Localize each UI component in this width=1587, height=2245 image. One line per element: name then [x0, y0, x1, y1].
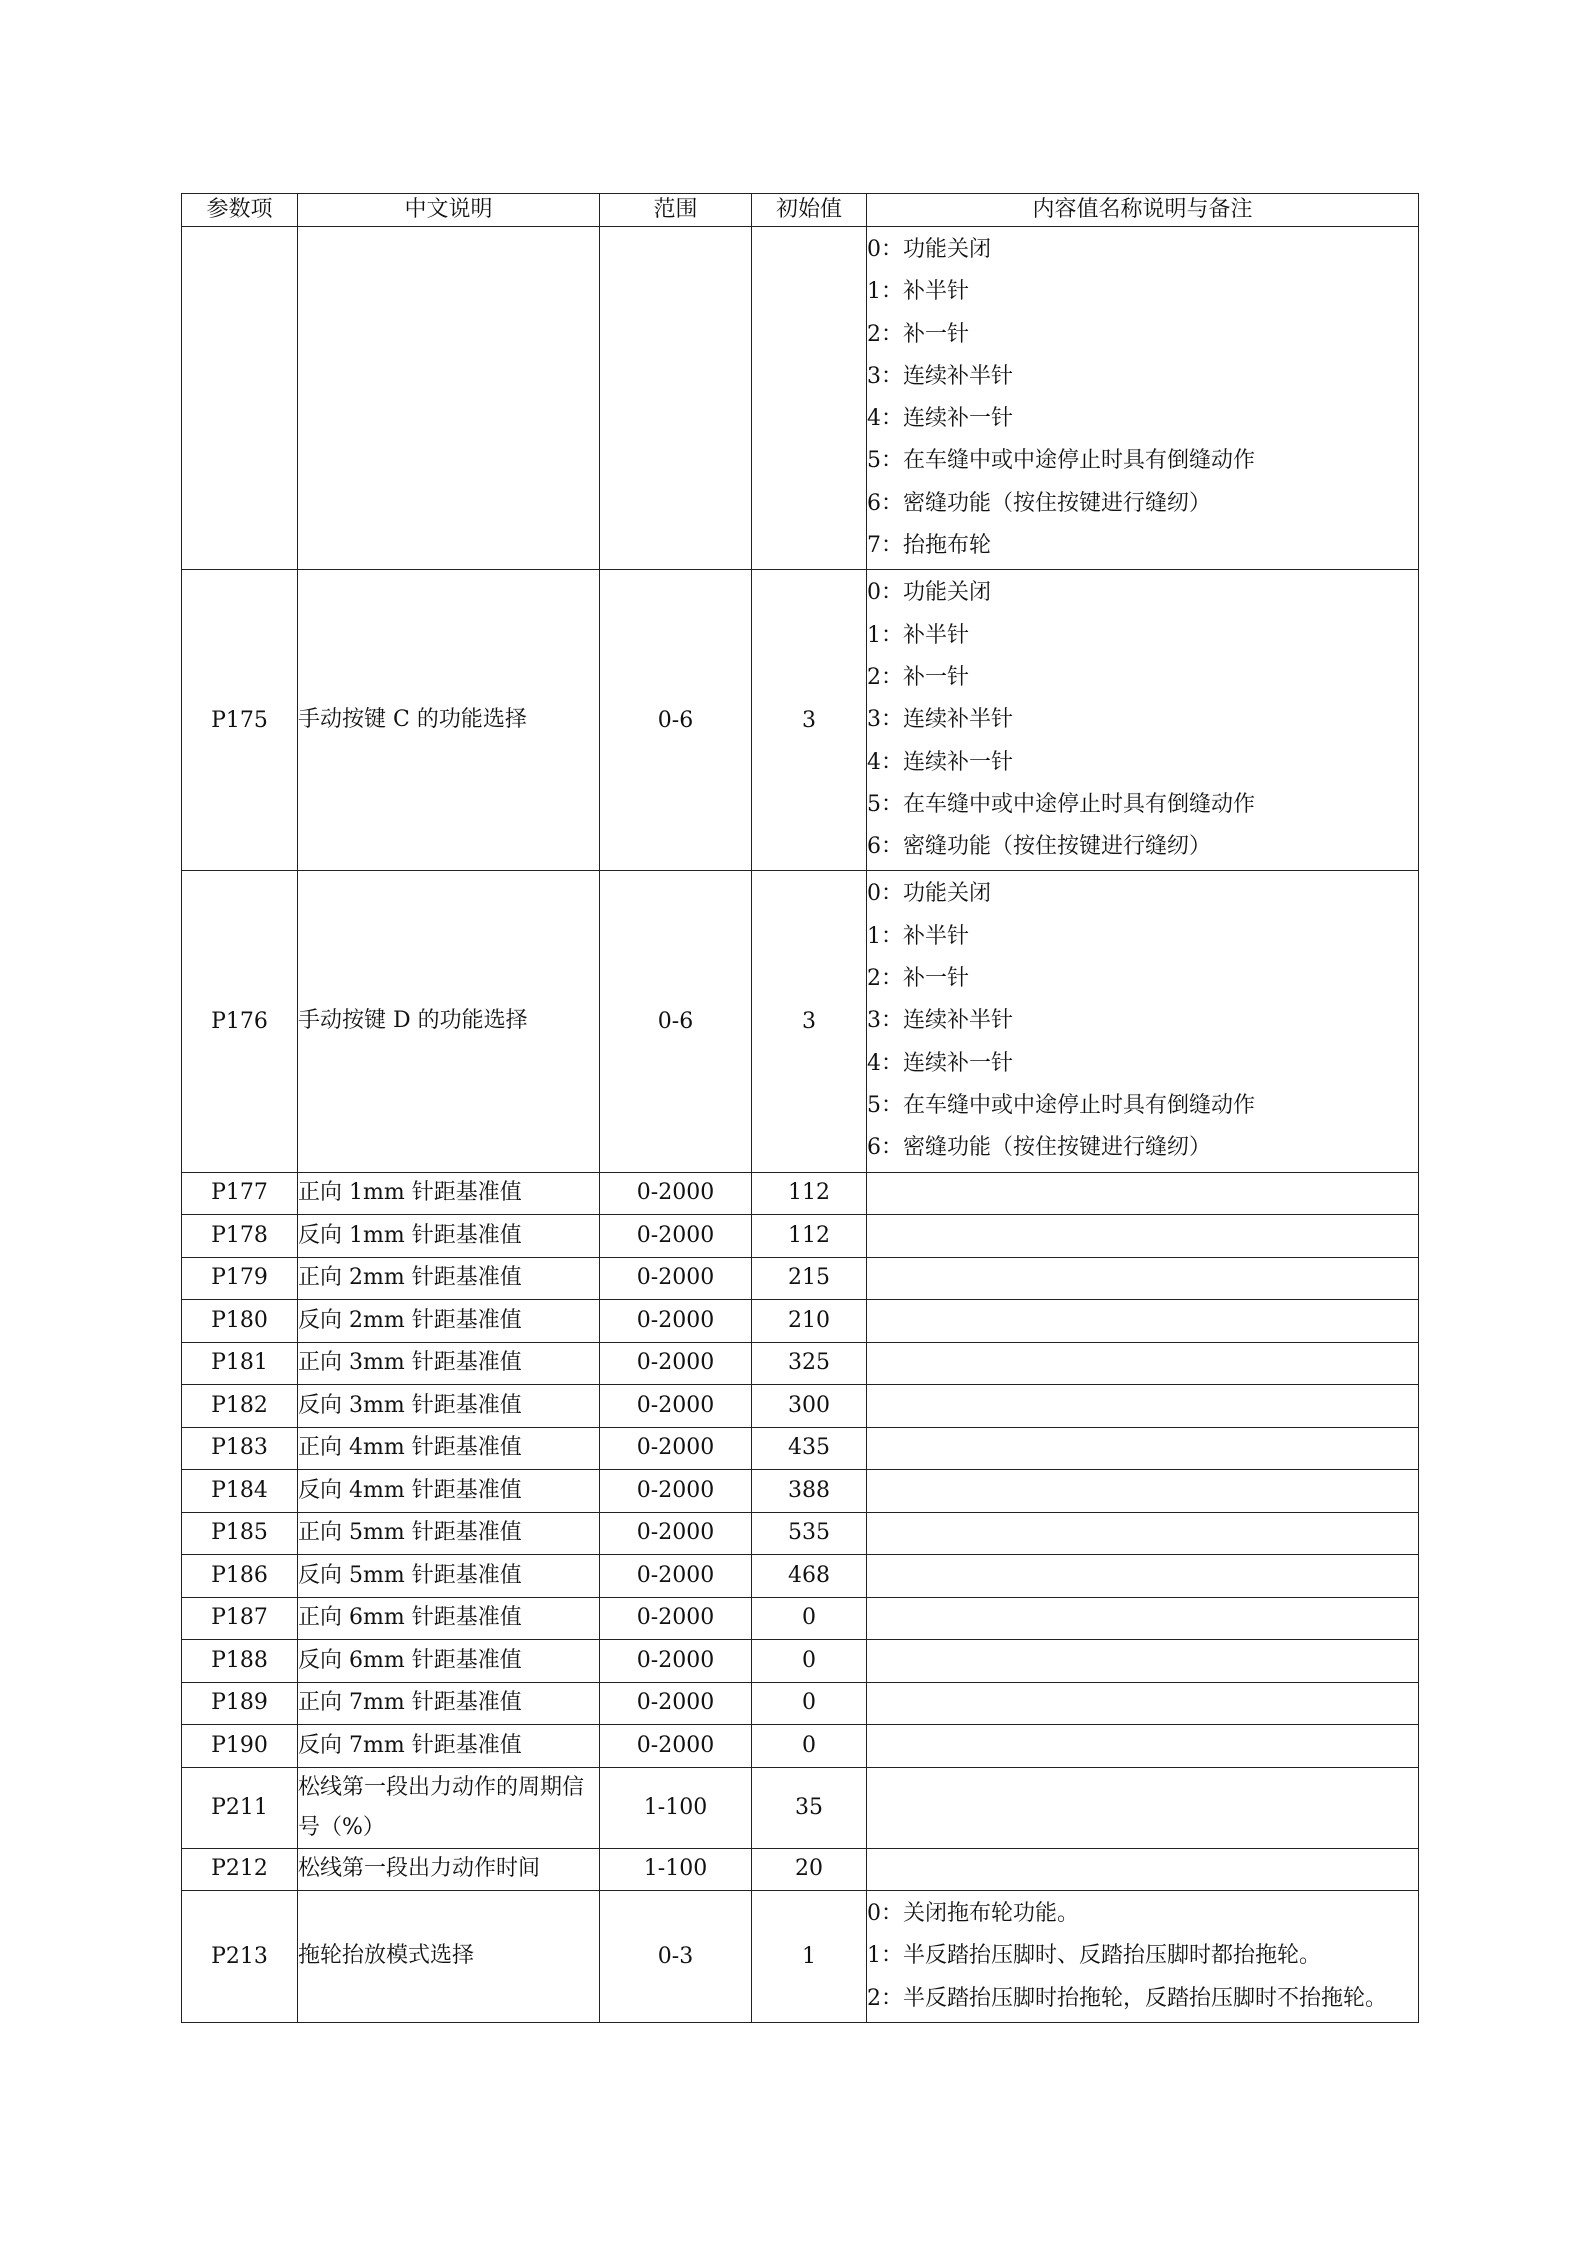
param-description-cell: 反向 5mm 针距基准值 — [298, 1555, 600, 1598]
note-line: 5：在车缝中或中途停止时具有倒缝动作 — [867, 791, 1255, 817]
table-row — [182, 1215, 1419, 1258]
param-description-cell: 反向 4mm 针距基准值 — [298, 1470, 600, 1513]
param-notes-cell — [867, 1257, 1419, 1300]
param-initial-value-cell: 3 — [752, 871, 867, 1172]
table-row — [182, 1767, 1419, 1848]
note-line: 1：补半针 — [867, 923, 969, 949]
param-initial-value-cell: 112 — [752, 1172, 867, 1215]
note-line: 0：关闭拖布轮功能。 — [867, 1901, 1079, 1927]
param-notes-cell — [867, 1470, 1419, 1513]
param-notes-cell — [867, 1682, 1419, 1725]
param-range-cell: 0-2000 — [600, 1300, 752, 1343]
param-description-cell: 松线第一段出力动作时间 — [298, 1848, 600, 1891]
table-row — [182, 871, 1419, 1172]
param-notes-cell — [867, 1767, 1419, 1848]
param-code-cell: P175 — [182, 570, 298, 871]
param-code-cell: P182 — [182, 1385, 298, 1428]
note-line: 0：功能关闭 — [867, 881, 991, 907]
param-initial-value-cell: 3 — [752, 570, 867, 871]
table-row — [182, 1640, 1419, 1683]
param-code-cell: P181 — [182, 1342, 298, 1385]
table-row — [182, 1257, 1419, 1300]
param-initial-value-cell: 435 — [752, 1427, 867, 1470]
table-body — [182, 227, 1419, 2023]
param-notes-cell — [867, 1640, 1419, 1683]
note-line: 2：补一针 — [867, 664, 969, 690]
param-range-cell: 0-2000 — [600, 1385, 752, 1428]
table-row — [182, 1555, 1419, 1598]
param-description-cell: 拖轮抬放模式选择 — [298, 1891, 600, 2023]
param-range-cell: 0-2000 — [600, 1597, 752, 1640]
param-notes-cell — [867, 871, 1419, 1172]
param-description-cell: 正向 6mm 针距基准值 — [298, 1597, 600, 1640]
table-header-row — [182, 194, 1419, 227]
table-row — [182, 1342, 1419, 1385]
note-line: 2：补一针 — [867, 321, 969, 347]
param-notes-cell — [867, 1555, 1419, 1598]
table-row — [182, 1682, 1419, 1725]
param-code-cell: P212 — [182, 1848, 298, 1891]
param-initial-value-cell — [752, 227, 867, 570]
param-description-cell: 反向 3mm 针距基准值 — [298, 1385, 600, 1428]
note-line: 4：连续补一针 — [867, 406, 1013, 432]
param-code-cell: P187 — [182, 1597, 298, 1640]
param-range-cell: 0-3 — [600, 1891, 752, 2023]
param-initial-value-cell: 210 — [752, 1300, 867, 1343]
param-initial-value-cell: 0 — [752, 1597, 867, 1640]
param-range-cell: 1-100 — [600, 1767, 752, 1848]
param-code-cell: P190 — [182, 1725, 298, 1768]
param-description-cell: 松线第一段出力动作的周期信号（%） — [298, 1767, 600, 1848]
note-line: 1：补半针 — [867, 622, 969, 648]
param-range-cell: 0-6 — [600, 871, 752, 1172]
param-initial-value-cell: 20 — [752, 1848, 867, 1891]
param-code-cell: P213 — [182, 1891, 298, 2023]
param-notes-cell — [867, 227, 1419, 570]
note-line: 7：抬拖布轮 — [867, 533, 991, 559]
param-range-cell: 0-2000 — [600, 1640, 752, 1683]
param-description-cell: 手动按键 C 的功能选择 — [298, 570, 600, 871]
param-description-cell — [298, 227, 600, 570]
param-range-cell: 0-2000 — [600, 1172, 752, 1215]
param-notes-cell — [867, 1427, 1419, 1470]
header-notes: 内容值名称说明与备注 — [867, 194, 1419, 227]
param-range-cell: 0-2000 — [600, 1512, 752, 1555]
param-range-cell: 0-6 — [600, 570, 752, 871]
param-range-cell: 0-2000 — [600, 1257, 752, 1300]
param-initial-value-cell: 325 — [752, 1342, 867, 1385]
param-description-cell: 正向 3mm 针距基准值 — [298, 1342, 600, 1385]
table-row — [182, 1597, 1419, 1640]
param-description-cell: 反向 6mm 针距基准值 — [298, 1640, 600, 1683]
param-initial-value-cell: 112 — [752, 1215, 867, 1258]
table-row — [182, 1725, 1419, 1768]
param-description-cell: 正向 7mm 针距基准值 — [298, 1682, 600, 1725]
note-line: 6：密缝功能（按住按键进行缝纫） — [867, 834, 1211, 860]
param-code-cell: P180 — [182, 1300, 298, 1343]
param-notes-cell — [867, 1300, 1419, 1343]
param-initial-value-cell: 0 — [752, 1682, 867, 1725]
header-initial-value: 初始值 — [752, 194, 867, 227]
param-initial-value-cell: 1 — [752, 1891, 867, 2023]
param-initial-value-cell: 388 — [752, 1470, 867, 1513]
param-initial-value-cell: 300 — [752, 1385, 867, 1428]
param-initial-value-cell: 0 — [752, 1640, 867, 1683]
note-line: 0：功能关闭 — [867, 237, 991, 262]
param-range-cell: 0-2000 — [600, 1725, 752, 1768]
param-notes-cell — [867, 1385, 1419, 1428]
table-row — [182, 1848, 1419, 1891]
parameter-table — [181, 193, 1419, 2023]
header-code: 参数项 — [182, 194, 298, 227]
param-range-cell: 0-2000 — [600, 1215, 752, 1258]
param-notes-cell — [867, 1725, 1419, 1768]
param-code-cell: P179 — [182, 1257, 298, 1300]
note-line: 4：连续补一针 — [867, 1050, 1013, 1076]
param-description-cell: 正向 1mm 针距基准值 — [298, 1172, 600, 1215]
table-row — [182, 1300, 1419, 1343]
table-row — [182, 1470, 1419, 1513]
param-code-cell: P211 — [182, 1767, 298, 1848]
param-description-cell: 手动按键 D 的功能选择 — [298, 871, 600, 1172]
param-code-cell: P185 — [182, 1512, 298, 1555]
param-notes-cell — [867, 1512, 1419, 1555]
param-range-cell: 0-2000 — [600, 1470, 752, 1513]
note-line: 2：补一针 — [867, 966, 969, 992]
param-description-cell: 反向 7mm 针距基准值 — [298, 1725, 600, 1768]
note-line: 5：在车缝中或中途停止时具有倒缝动作 — [867, 448, 1255, 474]
note-line: 3：连续补半针 — [867, 1008, 1013, 1034]
table-row — [182, 1427, 1419, 1470]
table-row — [182, 227, 1419, 570]
param-notes-cell — [867, 1597, 1419, 1640]
note-line: 3：连续补半针 — [867, 363, 1013, 389]
header-range: 范围 — [600, 194, 752, 227]
param-code-cell: P189 — [182, 1682, 298, 1725]
note-line: 5：在车缝中或中途停止时具有倒缝动作 — [867, 1092, 1255, 1118]
note-line: 4：连续补一针 — [867, 749, 1013, 775]
param-range-cell — [600, 227, 752, 570]
param-notes-cell — [867, 1172, 1419, 1215]
param-description-cell: 正向 2mm 针距基准值 — [298, 1257, 600, 1300]
param-code-cell — [182, 227, 298, 570]
param-description-cell: 正向 4mm 针距基准值 — [298, 1427, 600, 1470]
param-code-cell: P176 — [182, 871, 298, 1172]
param-notes-cell — [867, 1342, 1419, 1385]
param-code-cell: P184 — [182, 1470, 298, 1513]
table-row — [182, 1172, 1419, 1215]
param-notes-cell — [867, 1215, 1419, 1258]
table-row — [182, 1512, 1419, 1555]
param-notes-cell — [867, 1891, 1419, 2023]
param-notes-cell — [867, 570, 1419, 871]
param-description-cell: 正向 5mm 针距基准值 — [298, 1512, 600, 1555]
param-initial-value-cell: 0 — [752, 1725, 867, 1768]
param-initial-value-cell: 468 — [752, 1555, 867, 1598]
table-row — [182, 1385, 1419, 1428]
param-code-cell: P186 — [182, 1555, 298, 1598]
param-range-cell: 0-2000 — [600, 1682, 752, 1725]
param-code-cell: P177 — [182, 1172, 298, 1215]
table-row — [182, 1891, 1419, 2023]
note-line: 6：密缝功能（按住按键进行缝纫） — [867, 490, 1211, 516]
note-line: 3：连续补半针 — [867, 707, 1013, 733]
param-range-cell: 0-2000 — [600, 1342, 752, 1385]
param-initial-value-cell: 535 — [752, 1512, 867, 1555]
param-code-cell: P188 — [182, 1640, 298, 1683]
note-line: 1：半反踏抬压脚时、反踏抬压脚时都抬拖轮。 — [867, 1943, 1321, 1969]
note-line: 2：半反踏抬压脚时抬拖轮，反踏抬压脚时不抬拖轮。 — [867, 1985, 1387, 2011]
note-line: 1：补半针 — [867, 279, 969, 305]
note-line: 6：密缝功能（按住按键进行缝纫） — [867, 1135, 1211, 1161]
header-description: 中文说明 — [298, 194, 600, 227]
param-code-cell: P178 — [182, 1215, 298, 1258]
table-row — [182, 570, 1419, 871]
param-description-cell: 反向 2mm 针距基准值 — [298, 1300, 600, 1343]
param-range-cell: 0-2000 — [600, 1555, 752, 1598]
param-initial-value-cell: 35 — [752, 1767, 867, 1848]
param-code-cell: P183 — [182, 1427, 298, 1470]
param-notes-cell — [867, 1848, 1419, 1891]
param-description-cell: 反向 1mm 针距基准值 — [298, 1215, 600, 1258]
param-range-cell: 0-2000 — [600, 1427, 752, 1470]
param-range-cell: 1-100 — [600, 1848, 752, 1891]
note-line: 0：功能关闭 — [867, 580, 991, 606]
param-initial-value-cell: 215 — [752, 1257, 867, 1300]
